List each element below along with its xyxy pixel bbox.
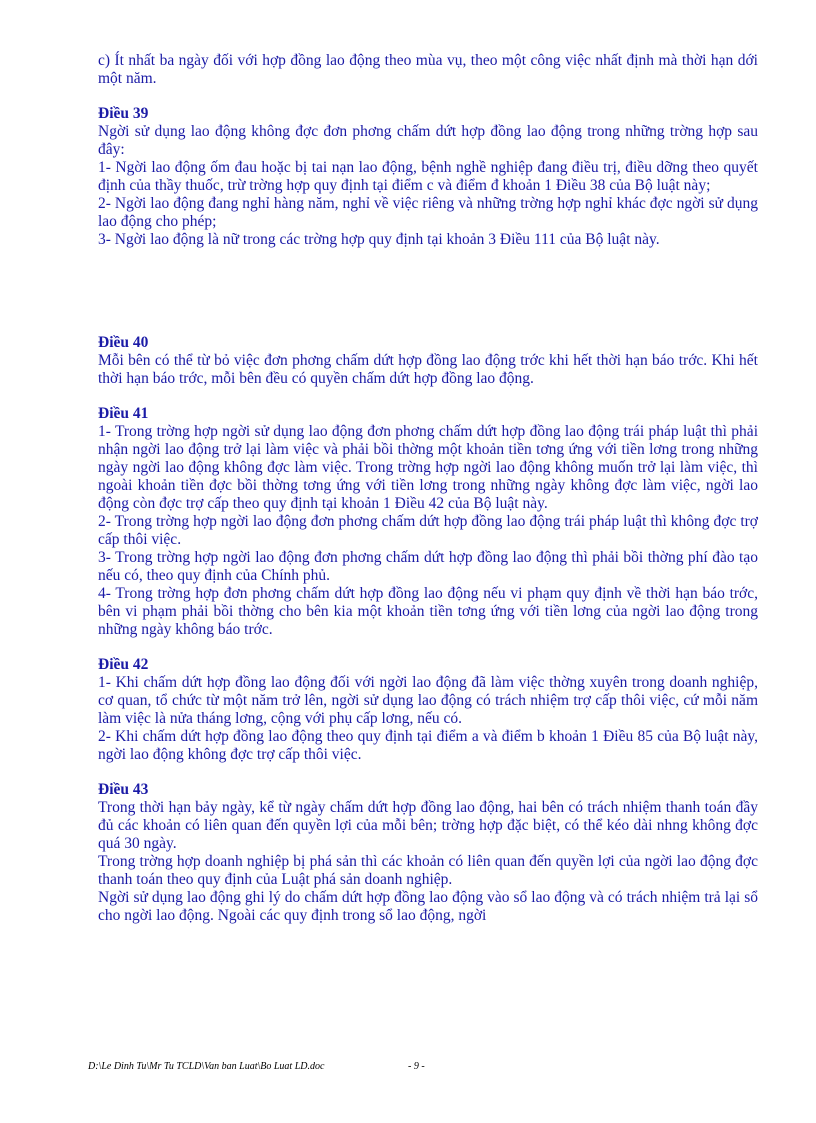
article-heading: Điều 39 [98,105,149,122]
article-paragraph: 1- Khi chấm dứt hợp đồng lao động đối với ngời lao động đã làm việc thờng xuyên trong doanh nghiệp, cơ quan, tổ chức từ một năm trở lên, ngời sử dụng lao động có trách nhiệm trợ cấp thôi việc, cứ mỗi năm làm việc là nửa tháng lơng, cộng với phụ cấp lơng, nếu có. [98,674,758,727]
article-paragraph: Mỗi bên có thể từ bỏ việc đơn phơng chấm dứt hợp đồng lao động trớc khi hết thời hạn báo trớc. Khi hết thời hạn báo trớc, mỗi bên đều có quyền chấm dứt hợp đồng lao động. [98,352,758,387]
article-43 [98,781,758,925]
article-heading: Điều 41 [98,405,149,422]
article-paragraph: 4- Trong trờng hợp đơn phơng chấm dứt hợp đồng lao động nếu vi phạm quy định về thời hạn báo trớc, bên vi phạm phải bồi thờng cho bên kia một khoản tiền tơng ứng với tiền lơng của ngời lao động trong những ngày không báo trớc. [98,585,758,638]
intro-paragraph: c) Ít nhất ba ngày đối với hợp đồng lao động theo mùa vụ, theo một công việc nhất định mà thời hạn dới một năm. [98,52,758,87]
article-paragraph: 2- Khi chấm dứt hợp đồng lao động theo quy định tại điểm a và điểm b khoản 1 Điều 85 của Bộ luật này, ngời lao động không đợc trợ cấp thôi việc. [98,728,758,763]
article-paragraph: 3- Ngời lao động là nữ trong các trờng hợp quy định tại khoản 3 Điều 111 của Bộ luật này. [98,231,660,248]
article-paragraph: 1- Ngời lao động ốm đau hoặc bị tai nạn lao động, bệnh nghề nghiệp đang điều trị, điều dỡng theo quyết định của thầy thuốc, trừ trờng hợp quy định tại điểm c và điểm đ khoản 1 Điều 38 của Bộ luật này; [98,159,758,194]
article-paragraph: 3- Trong trờng hợp ngời lao động đơn phơng chấm dứt hợp đồng lao động thì phải bồi thờng phí đào tạo nếu có, theo quy định của Chính phủ. [98,549,758,584]
article-39 [98,105,758,249]
blank-space [98,266,758,334]
footer-file-path: D:\Le Dinh Tu\Mr Tu TCLD\Van ban Luat\Bo Luat LD.doc [88,1061,325,1072]
article-paragraph: Trong thời hạn bảy ngày, kể từ ngày chấm dứt hợp đồng lao động, hai bên có trách nhiệm thanh toán đầy đủ các khoản có liên quan đến quyền lợi của mỗi bên; trờng hợp đặc biệt, có thể kéo dài nhng không đợc quá 30 ngày. [98,799,758,852]
article-41 [98,405,758,639]
article-42 [98,656,758,764]
article-paragraph: 2- Trong trờng hợp ngời lao động đơn phơng chấm dứt hợp đồng lao động trái pháp luật thì không đợc trợ cấp thôi việc. [98,513,758,548]
article-40 [98,334,758,388]
article-paragraph: Trong trờng hợp doanh nghiệp bị phá sản thì các khoản có liên quan đến quyền lợi của ngời lao động đợc thanh toán theo quy định của Luật phá sản doanh nghiệp. [98,853,758,888]
article-paragraph: 2- Ngời lao động đang nghỉ hàng năm, nghỉ về việc riêng và những trờng hợp nghỉ khác đợc ngời sử dụng lao động cho phép; [98,195,758,230]
page-number: - 9 - [408,1061,425,1072]
article-paragraph: Ngời sử dụng lao động không đợc đơn phơng chấm dứt hợp đồng lao động trong những trờng hợp sau đây: [98,123,758,158]
document-page [98,52,758,942]
article-paragraph: Ngời sử dụng lao động ghi lý do chấm dứt hợp đồng lao động vào sổ lao động và có trách nhiệm trả lại sổ cho ngời lao động. Ngoài các quy định trong sổ lao động, ngời [98,889,758,924]
article-paragraph: 1- Trong trờng hợp ngời sử dụng lao động đơn phơng chấm dứt hợp đồng lao động trái pháp luật thì phải nhận ngời lao động trở lại làm việc và phải bồi thờng một khoản tiền tơng ứng với tiền lơng trong những ngày ngời lao động không đợc làm việc. Trong trờng hợp ngời lao động không muốn trở lại làm việc, thì ngoài khoản tiền đợc bồi thờng tơng ứng với tiền lơng trong những ngày không đợc làm việc, ngời lao động còn đợc trợ cấp theo quy định tại khoản 1 Điều 42 của Bộ luật này. [98,423,758,512]
article-heading: Điều 40 [98,334,149,351]
article-heading: Điều 43 [98,781,149,798]
article-heading: Điều 42 [98,656,149,673]
